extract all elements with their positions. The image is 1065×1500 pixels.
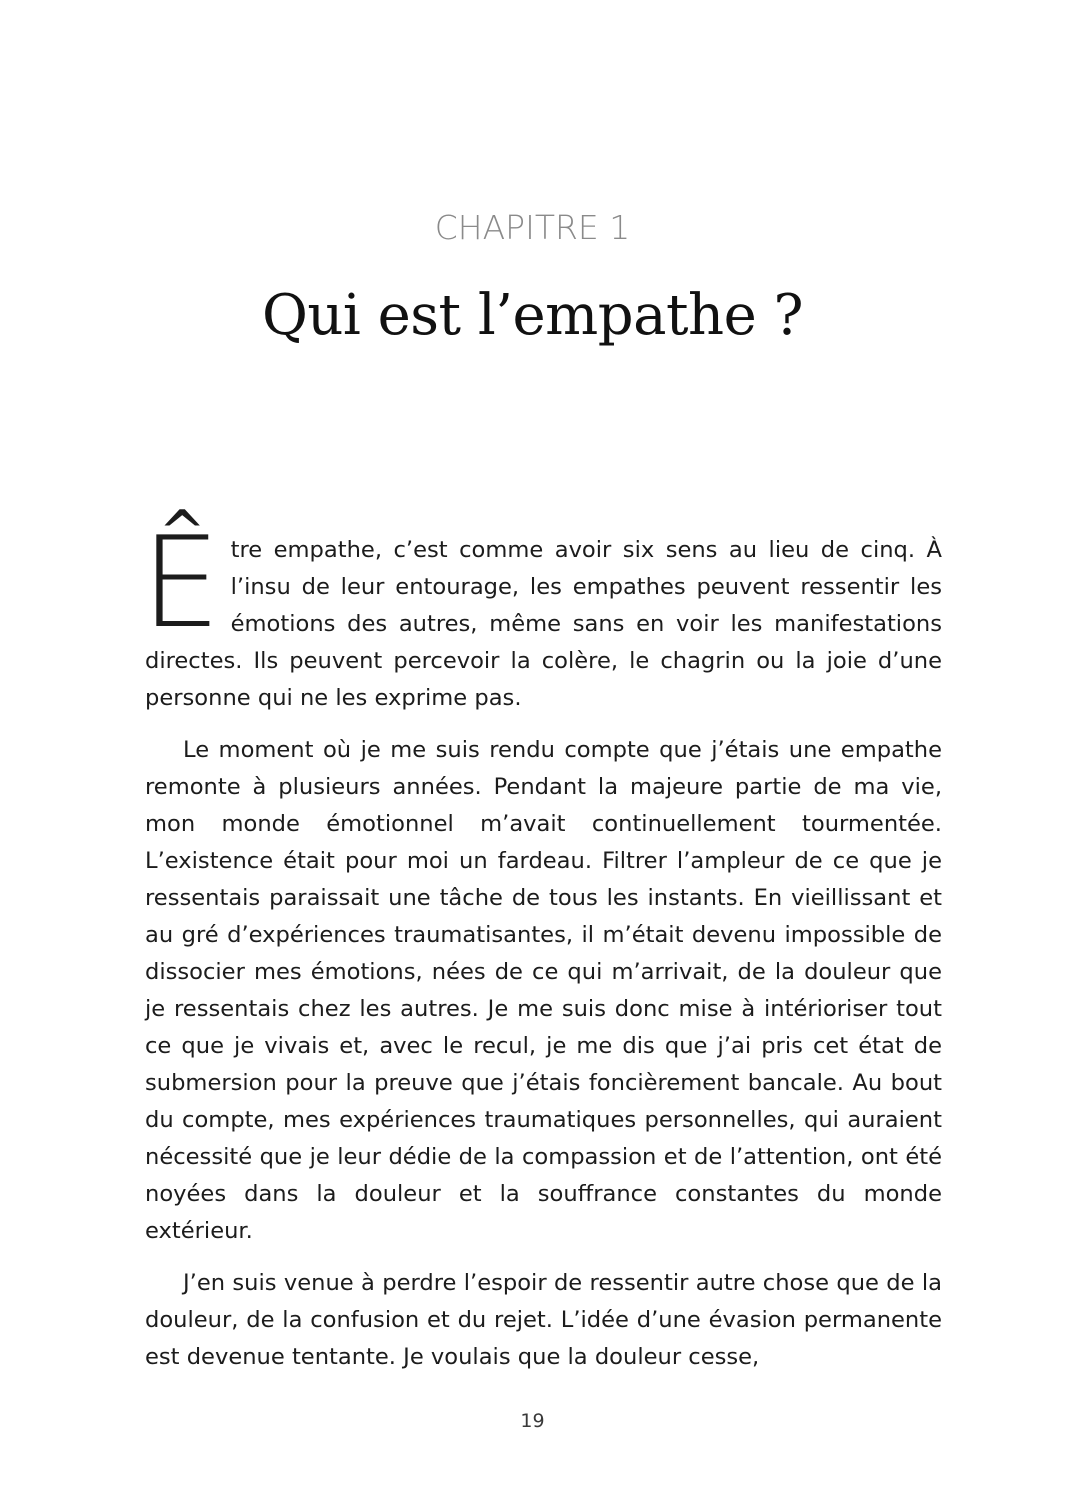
chapter-title: Qui est l’empathe ?: [261, 283, 804, 348]
body-text: [141, 509, 942, 1376]
chapter-label: CHAPITRE 1: [434, 208, 631, 247]
drop-cap: Ê: [141, 509, 221, 656]
paragraph-3: J’en suis venue à perdre l’espoir de ressentir autre chose que de la douleur, de la confusion et du rejet. L’idée d’une évasion permanente est devenue tentante. Je voulais que la douleur cesse,: [145, 1270, 942, 1370]
paragraph-1: [141, 509, 942, 717]
page-number: 19: [520, 1410, 545, 1432]
paragraph-1-text: tre empathe, c’est comme avoir six sens au lieu de cinq. À l’insu de leur entourage, les empathes peuvent ressentir les émotions des autres, même sans en voir les manifestations directes. Ils peuvent percevoir la colère, le chagrin ou la joie d’une personne qui ne les exprime pas.: [145, 537, 942, 711]
paragraph-2: Le moment où je me suis rendu compte que j’étais une empathe remonte à plusieurs années. Pendant la majeure partie de ma vie, mon monde émotionnel m’avait continuellement tourmentée. L’existence était pour moi un fardeau. Filtrer l’ampleur de ce que je ressentais paraissait une tâche de tous les instants. En vieillissant et au gré d’expériences traumatisantes, il m’était devenu impossible de dissocier mes émotions, nées de ce qui m’arrivait, de la douleur que je ressentais chez les autres. Je me suis donc mise à intérioriser tout ce que je vivais et, avec le recul, je me dis que j’ai pris cet état de submersion pour la preuve que j’étais foncièrement bancale. Au bout du compte, mes expériences traumatiques personnelles, qui auraient nécessité que je leur dédie de la compassion et de l’attention, ont été noyées dans la douleur et la souffrance constantes du monde extérieur.: [145, 737, 942, 1244]
